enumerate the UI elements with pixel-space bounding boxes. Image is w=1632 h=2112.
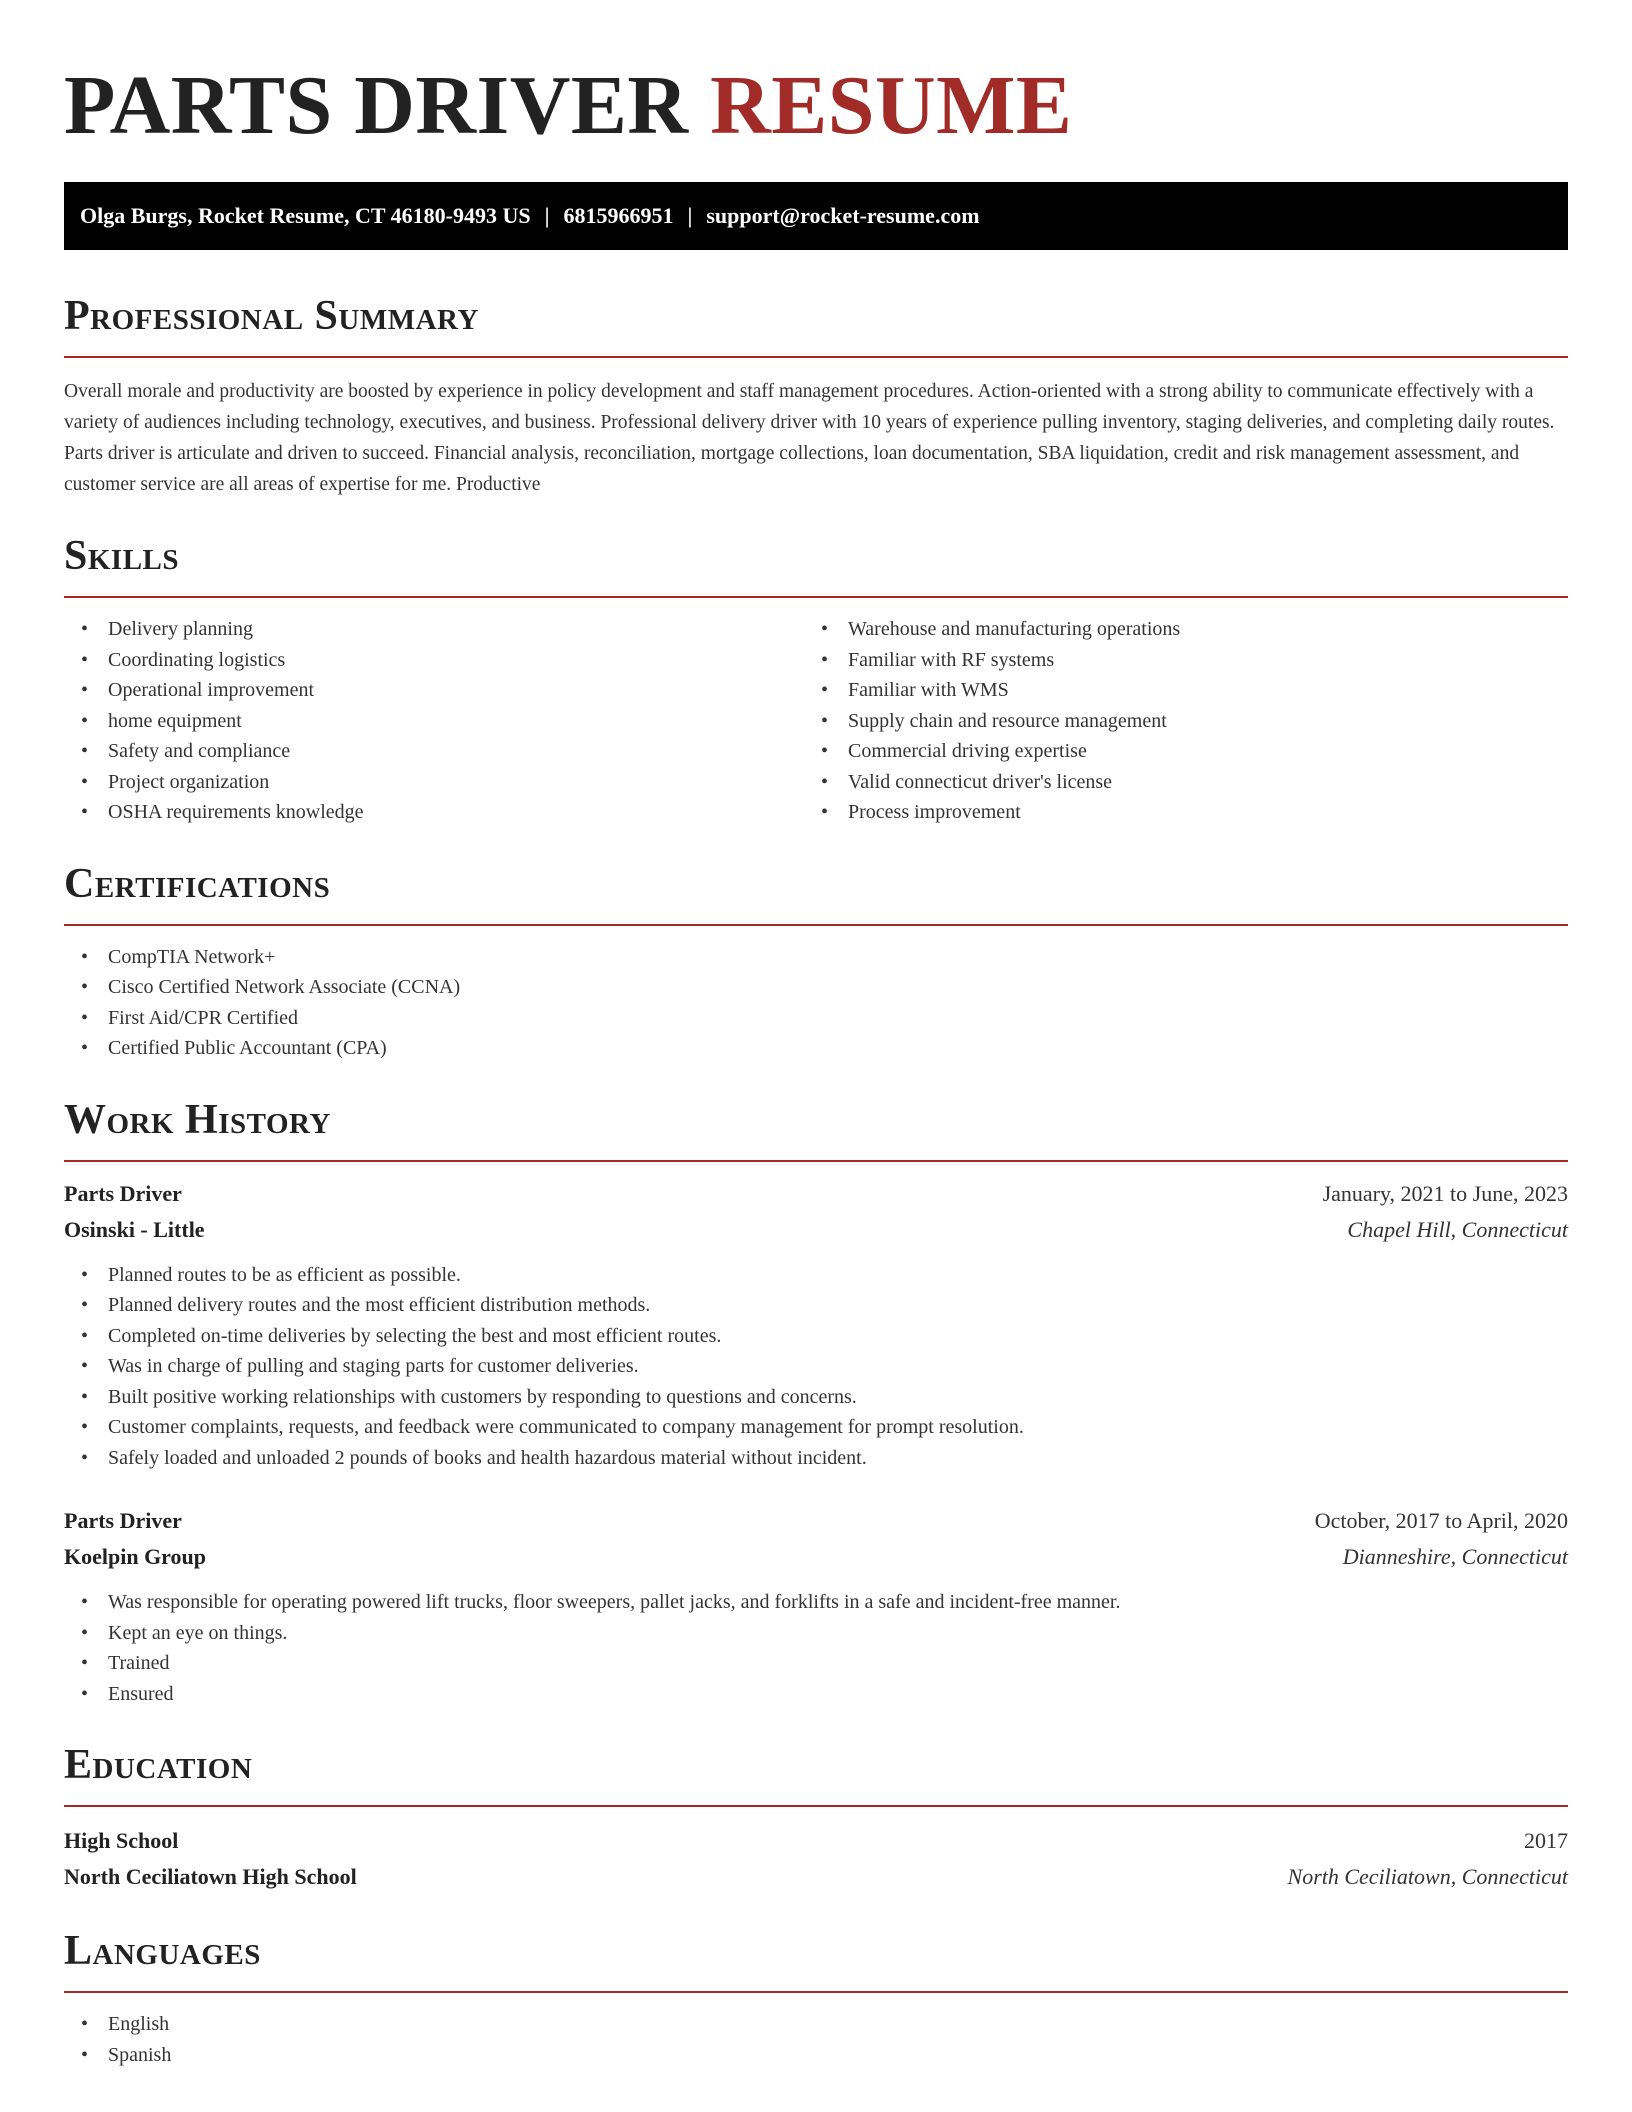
job-duty: • Planned routes to be as efficient as possible. xyxy=(64,1260,1568,1291)
summary-section xyxy=(64,290,1568,500)
job-duty: • Kept an eye on things. xyxy=(64,1618,1568,1649)
education-school-row xyxy=(64,1859,1568,1895)
job-title: Parts Driver xyxy=(64,1180,182,1206)
job-duty: • Was responsible for operating powered lift trucks, floor sweepers, pallet jacks, and forklifts in a safe and incident-free manner. xyxy=(64,1587,1568,1618)
education-year: 2017 xyxy=(1524,1828,1568,1853)
language-item: • Spanish xyxy=(64,2040,1568,2071)
job-entry xyxy=(64,1176,1568,1474)
education-school: North Ceciliatown High School xyxy=(64,1864,357,1889)
summary-heading: Professional Summary xyxy=(64,293,479,339)
title-accent: RESUME xyxy=(710,59,1073,152)
job-duty: • Ensured xyxy=(64,1679,1568,1710)
section-divider xyxy=(64,596,1568,598)
education-heading: Education xyxy=(64,1742,253,1788)
job-duty: • Completed on-time deliveries by selecting the best and most efficient routes. xyxy=(64,1321,1568,1352)
job-header-row xyxy=(64,1176,1568,1212)
skill-item: • Valid connecticut driver's license xyxy=(804,767,1544,798)
job-duty: • Customer complaints, requests, and feedback were communicated to company management for prompt resolution. xyxy=(64,1412,1568,1443)
skills-heading: Skills xyxy=(64,533,180,579)
skill-item: • Project organization xyxy=(64,767,804,798)
contact-phone: 6815966951 xyxy=(563,203,674,228)
education-degree: High School xyxy=(64,1828,179,1853)
skill-item: • Coordinating logistics xyxy=(64,645,804,676)
section-divider xyxy=(64,924,1568,926)
skill-item: • Familiar with WMS xyxy=(804,675,1544,706)
education-header-row xyxy=(64,1823,1568,1859)
certifications-section xyxy=(64,858,1568,1064)
languages-heading: Languages xyxy=(64,1928,261,1974)
summary-text: Overall morale and productivity are boosted by experience in policy development and staff management procedures. Action-oriented with a strong ability to communicate effectively with a variety of audiences including technology, executives, and business. Professional delivery driver with 10 years of experience pulling inventory, staging deliveries, and completing daily routes. Parts driver is articulate and driven to succeed. Financial analysis, reconciliation, mortgage collections, loan documentation, SBA liquidation, credit and risk management assessment, and customer service are all areas of expertise for me. Productive xyxy=(64,381,1555,495)
job-header-row xyxy=(64,1503,1568,1539)
education-location: North Ceciliatown, Connecticut xyxy=(1287,1864,1568,1889)
job-duty: • Was in charge of pulling and staging parts for customer deliveries. xyxy=(64,1351,1568,1382)
work-history-section xyxy=(64,1094,1568,1710)
contact-email: support@rocket-resume.com xyxy=(706,203,980,228)
job-company-row xyxy=(64,1539,1568,1575)
certification-item: • CompTIA Network+ xyxy=(64,942,1568,973)
skill-item: • home equipment xyxy=(64,706,804,737)
job-entry xyxy=(64,1503,1568,1709)
job-dates: January, 2021 to June, 2023 xyxy=(1322,1180,1568,1206)
section-divider xyxy=(64,1160,1568,1162)
contact-separator: | xyxy=(544,203,550,228)
certifications-heading: Certifications xyxy=(64,860,331,907)
section-divider xyxy=(64,1805,1568,1807)
job-duty: • Built positive working relationships with customers by responding to questions and concerns. xyxy=(64,1382,1568,1413)
skill-item: • Commercial driving expertise xyxy=(804,736,1544,767)
job-company: Osinski - Little xyxy=(64,1216,205,1242)
work-history-heading: Work History xyxy=(64,1096,331,1143)
job-duty: • Planned delivery routes and the most efficient distribution methods. xyxy=(64,1290,1568,1321)
job-dates: October, 2017 to April, 2020 xyxy=(1314,1508,1568,1533)
job-duty: • Safely loaded and unloaded 2 pounds of books and health hazardous material without incident. xyxy=(64,1443,1568,1474)
education-entry xyxy=(64,1823,1568,1895)
skills-grid xyxy=(64,614,1568,828)
skill-item: • Warehouse and manufacturing operations xyxy=(804,614,1544,645)
certifications-list xyxy=(64,942,1568,1064)
section-divider xyxy=(64,1991,1568,1993)
section-divider xyxy=(64,356,1568,358)
job-location: Chapel Hill, Connecticut xyxy=(1347,1216,1568,1242)
title-main: PARTS DRIVER xyxy=(64,59,689,152)
skill-item: • Familiar with RF systems xyxy=(804,645,1544,676)
contact-bar xyxy=(64,182,1568,250)
certification-item: • Cisco Certified Network Associate (CCNA) xyxy=(64,972,1568,1003)
skill-item: • Delivery planning xyxy=(64,614,804,645)
skill-item: • Operational improvement xyxy=(64,675,804,706)
languages-list xyxy=(64,2009,1568,2070)
language-item: • English xyxy=(64,2009,1568,2040)
skill-item: • OSHA requirements knowledge xyxy=(64,797,804,828)
job-title: Parts Driver xyxy=(64,1508,182,1533)
job-location: Dianneshire, Connecticut xyxy=(1342,1544,1568,1569)
education-section xyxy=(64,1739,1568,1895)
skills-section xyxy=(64,530,1568,828)
job-duty: • Trained xyxy=(64,1648,1568,1679)
skill-item: • Process improvement xyxy=(804,797,1544,828)
contact-address: Olga Burgs, Rocket Resume, CT 46180-9493 US xyxy=(80,203,531,228)
certification-item: • First Aid/CPR Certified xyxy=(64,1003,1568,1034)
skills-list-right xyxy=(804,614,1544,828)
job-company: Koelpin Group xyxy=(64,1544,207,1569)
job-duties-list xyxy=(64,1587,1568,1709)
skill-item: • Safety and compliance xyxy=(64,736,804,767)
contact-separator: | xyxy=(687,203,693,228)
certification-item: • Certified Public Accountant (CPA) xyxy=(64,1033,1568,1064)
job-company-row xyxy=(64,1212,1568,1248)
resume-title xyxy=(64,0,1568,154)
skills-list-left xyxy=(64,614,804,828)
job-duties-list xyxy=(64,1260,1568,1474)
skill-item: • Supply chain and resource management xyxy=(804,706,1544,737)
languages-section xyxy=(64,1925,1568,2070)
